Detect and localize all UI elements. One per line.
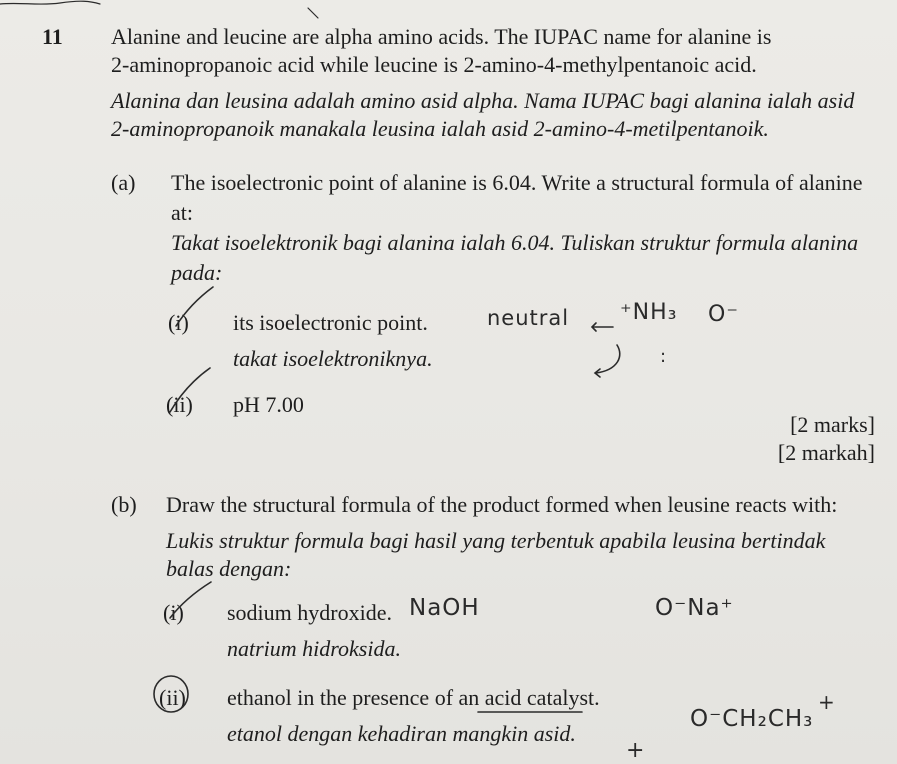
part-a-ii-en: pH 7.00 [233, 392, 304, 417]
part-a-marks-en: [2 marks] [790, 412, 875, 437]
part-b-i-ms: natrium hidroksida. [227, 636, 401, 661]
part-a-ms-line-2: pada: [171, 260, 223, 285]
handwriting-neutral: neutral [487, 306, 570, 330]
part-a-i-label: (i) [168, 310, 189, 335]
handwriting-plus-top: + [818, 690, 836, 714]
part-a-en-line-2: at: [171, 200, 193, 225]
handwriting-ester: O⁻CH₂CH₃ [690, 706, 814, 732]
intro-ms-line-2: 2-aminopropanoik manakala leusina ialah asid 2-amino-4-metilpentanoik. [111, 116, 769, 141]
handwriting-ona: O⁻Na⁺ [655, 595, 734, 621]
handwriting-o-minus: O⁻ [708, 302, 739, 327]
pen-stroke-top [308, 8, 318, 18]
intro-ms-line-1: Alanina dan leusina adalah amino asid alpha. Nama IUPAC bagi alanina ialah asid [111, 88, 855, 113]
pen-scribble-top [0, 1, 100, 4]
part-a-ii-label: (ii) [166, 392, 193, 417]
part-a-i-ms: takat isoelektroniknya. [233, 346, 433, 371]
handwriting-colon: : [660, 346, 668, 367]
part-b-i-label: (i) [163, 600, 184, 625]
handwriting-nh3: ⁺NH₃ [620, 300, 678, 325]
handwriting-naoh: NaOH [409, 595, 480, 621]
part-b-ms-line-1: Lukis struktur formula bagi hasil yang terbentuk apabila leusina bertindak [166, 528, 826, 553]
part-b-en: Draw the structural formula of the product formed when leusine reacts with: [166, 492, 838, 517]
intro-en-line-1: Alanine and leucine are alpha amino acids. The IUPAC name for alanine is [111, 24, 772, 49]
part-a-en-line-1: The isoelectronic point of alanine is 6.04. Write a structural formula of alanine [171, 170, 863, 195]
part-b-ii-ms: etanol dengan kehadiran mangkin asid. [227, 721, 576, 746]
part-b-ii-en: ethanol in the presence of an acid catalyst. [227, 685, 600, 710]
part-a-marks-ms: [2 markah] [777, 440, 875, 465]
part-a-ms-line-1: Takat isoelektronik bagi alanina ialah 6.04. Tuliskan struktur formula alanina [171, 230, 859, 255]
arrow-mark-2 [595, 345, 620, 377]
part-a-i-en: its isoelectronic point. [233, 310, 428, 335]
part-b-i-en: sodium hydroxide. [227, 600, 392, 625]
part-b-label: (b) [111, 492, 137, 517]
part-b-ii-label: (ii) [159, 685, 186, 710]
intro-en-line-2: 2-aminopropanoic acid while leucine is 2-amino-4-methylpentanoic acid. [111, 52, 757, 77]
question-number: 11 [42, 24, 63, 49]
arrow-mark-1 [592, 323, 613, 331]
part-b-ms-line-2: balas dengan: [166, 556, 292, 581]
handwriting-plus-bottom: + [626, 738, 646, 763]
part-a-label: (a) [111, 170, 136, 195]
